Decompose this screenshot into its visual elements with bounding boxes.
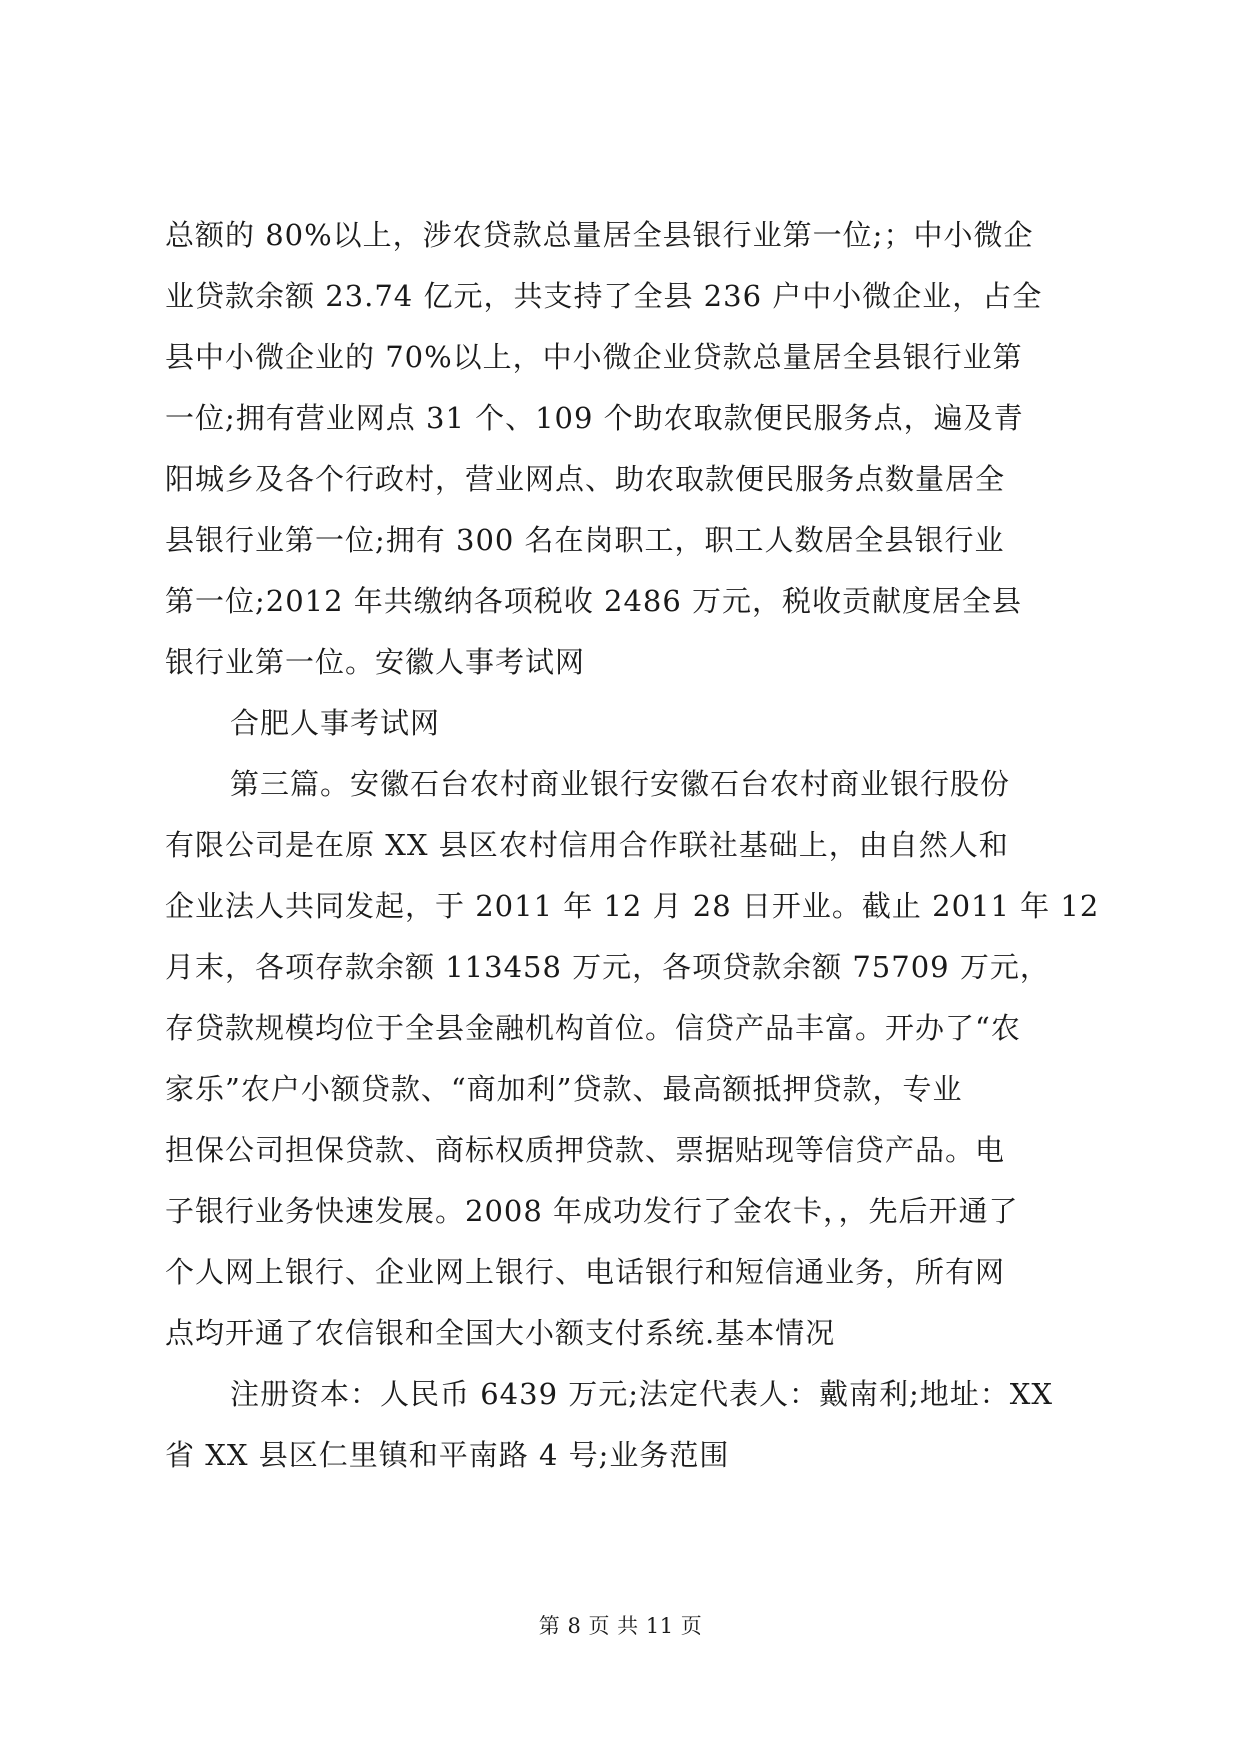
text-line: 月末，各项存款余额 113458 万元，各项贷款余额 75709 万元， <box>165 950 1050 984</box>
text-line: 注册资本：人民币 6439 万元;法定代表人：戴南利;地址：XX <box>230 1377 1054 1411</box>
paragraph-hefei <box>165 693 1085 754</box>
text-line: 第一位;2012 年共缴纳各项税收 2486 万元，税收贡献度居全县 <box>165 584 1023 618</box>
page-number-label: 第 8 页 共 11 页 <box>538 1614 703 1638</box>
text-line: 企业法人共同发起，于 2011 年 12 月 28 日开业。截止 2011 年 12 <box>165 889 1100 923</box>
paragraph-continuation <box>165 205 1085 693</box>
text-line: 省 XX 县区仁里镇和平南路 4 号;业务范围 <box>165 1438 730 1472</box>
text-line: 担保公司担保贷款、商标权质押贷款、票据贴现等信贷产品。电 <box>165 1133 1006 1167</box>
text-line: 总额的 80%以上，涉农贷款总量居全县银行业第一位;；中小微企 <box>165 218 1034 252</box>
text-line: 家乐”农户小额贷款、“商加利”贷款、最高额抵押贷款，专业 <box>165 1072 963 1106</box>
text-line: 有限公司是在原 XX 县区农村信用合作联社基础上，由自然人和 <box>165 828 1009 862</box>
text-line: 一位;拥有营业网点 31 个、109 个助农取款便民服务点，遍及青 <box>165 401 1024 435</box>
document-body <box>165 205 1100 1486</box>
page-footer <box>0 1610 1241 1640</box>
text-line: 存贷款规模均位于全县金融机构首位。信贷产品丰富。开办了“农 <box>165 1011 1021 1045</box>
text-line: 子银行业务快速发展。2008 年成功发行了金农卡，，先后开通了 <box>165 1194 1019 1228</box>
text-line: 点均开通了农信银和全国大小额支付系统.基本情况 <box>165 1316 836 1350</box>
text-line: 阳城乡及各个行政村，营业网点、助农取款便民服务点数量居全 <box>165 462 1006 496</box>
text-line: 第三篇。安徽石台农村商业银行安徽石台农村商业银行股份 <box>230 767 1011 801</box>
text-line: 县银行业第一位;拥有 300 名在岗职工，职工人数居全县银行业 <box>165 523 1005 557</box>
text-line: 银行业第一位。安徽人事考试网 <box>165 645 586 679</box>
text-line: 合肥人事考试网 <box>230 706 441 740</box>
text-line: 县中小微企业的 70%以上，中小微企业贷款总量居全县银行业第 <box>165 340 1023 374</box>
paragraph-registration <box>165 1364 1085 1486</box>
text-line: 业贷款余额 23.74 亿元，共支持了全县 236 户中小微企业，占全 <box>165 279 1043 313</box>
paragraph-third-article <box>165 754 1100 1364</box>
text-line: 个人网上银行、企业网上银行、电话银行和短信通业务，所有网 <box>165 1255 1006 1289</box>
